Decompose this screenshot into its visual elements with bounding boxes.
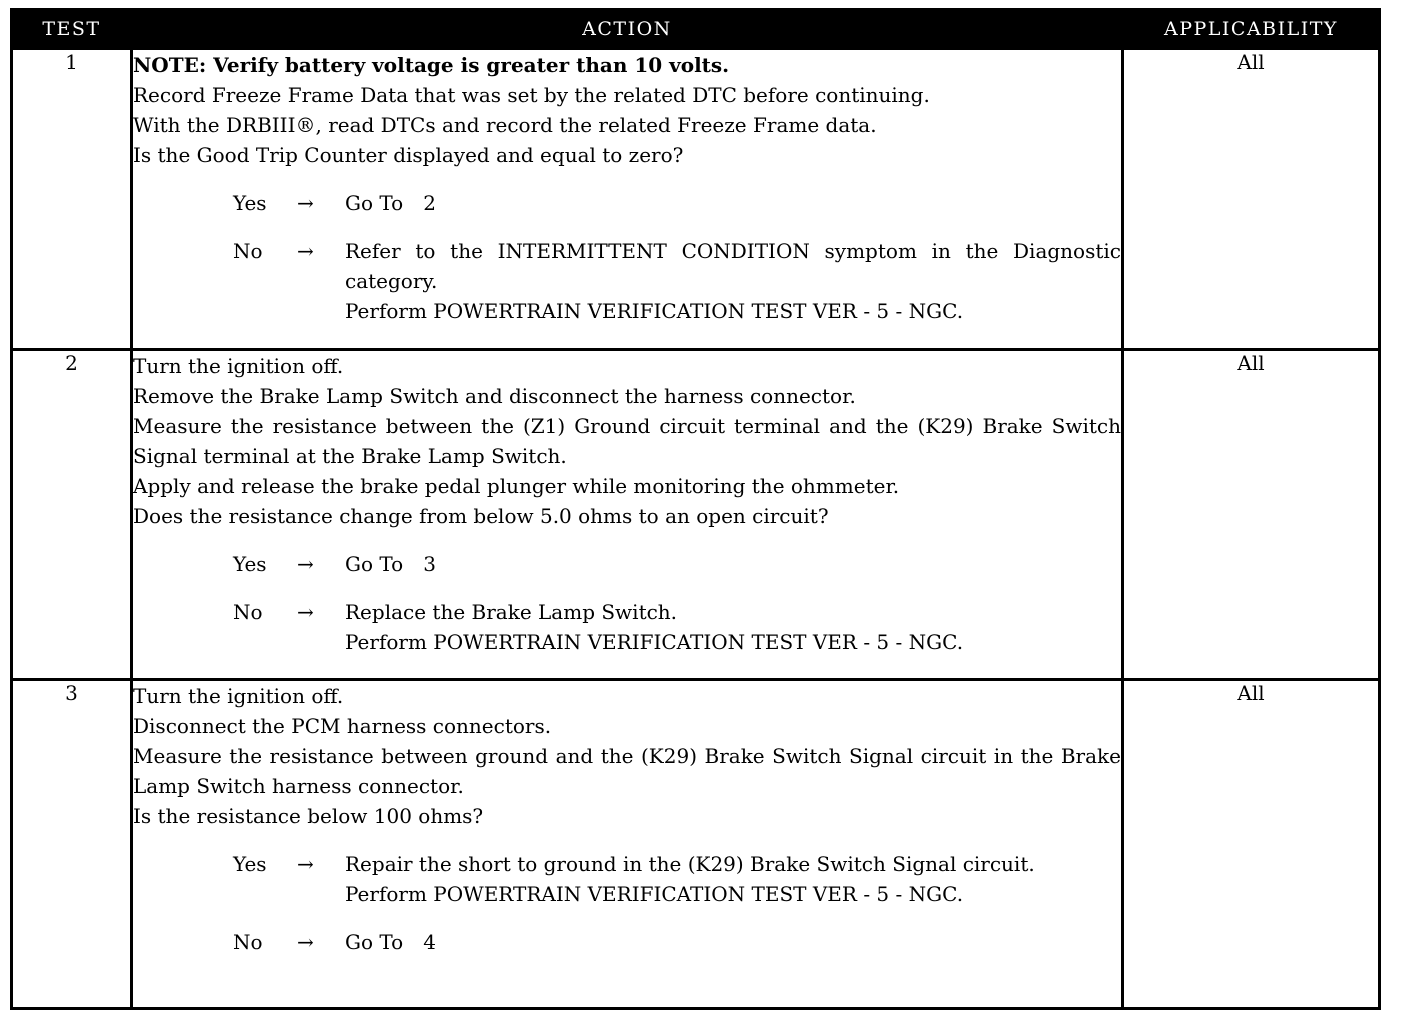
action-line: Turn the ignition off. xyxy=(133,684,344,708)
test-number: 1 xyxy=(12,49,132,350)
no-outcome xyxy=(133,236,1121,326)
right-arrow-icon: → xyxy=(297,191,314,215)
yes-outcome xyxy=(133,188,1121,218)
no-result-line: Perform POWERTRAIN VERIFICATION TEST VER - 5 - NGC. xyxy=(345,299,964,323)
no-label: No xyxy=(233,600,263,624)
table-header-row xyxy=(12,10,1380,49)
header-test: TEST xyxy=(12,10,132,49)
test-row-3 xyxy=(12,680,1380,1009)
applicability-cell: All xyxy=(1123,680,1380,1009)
header-applicability: APPLICABILITY xyxy=(1123,10,1380,49)
no-result xyxy=(345,236,1121,326)
no-label: No xyxy=(233,239,263,263)
goto-number: 3 xyxy=(423,552,436,576)
yes-label: Yes xyxy=(233,191,267,215)
action-cell xyxy=(132,680,1123,1009)
action-line: Disconnect the PCM harness connectors. xyxy=(133,714,552,738)
action-line: Does the resistance change from below 5.0 ohms to an open circuit? xyxy=(133,504,829,528)
action-line: With the DRBIII®, read DTCs and record the related Freeze Frame data. xyxy=(133,113,877,137)
yes-label: Yes xyxy=(233,552,267,576)
yes-result-line: Perform POWERTRAIN VERIFICATION TEST VER - 5 - NGC. xyxy=(345,882,964,906)
action-line: Apply and release the brake pedal plunger while monitoring the ohmmeter. xyxy=(133,474,900,498)
yes-result xyxy=(345,849,1121,909)
yes-result-line: Repair the short to ground in the (K29) Brake Switch Signal circuit. xyxy=(345,852,1035,876)
test-number: 2 xyxy=(12,350,132,680)
yes-outcome xyxy=(133,549,1121,579)
yes-result xyxy=(345,188,1121,218)
yes-label: Yes xyxy=(233,852,267,876)
yes-outcome xyxy=(133,849,1121,909)
test-row-1 xyxy=(12,49,1380,350)
no-result-line: Perform POWERTRAIN VERIFICATION TEST VER - 5 - NGC. xyxy=(345,630,964,654)
right-arrow-icon: → xyxy=(297,552,314,576)
diagnostic-test-table xyxy=(10,8,1381,1010)
no-result xyxy=(345,927,1121,957)
action-line: Is the resistance below 100 ohms? xyxy=(133,804,484,828)
no-result xyxy=(345,597,1121,657)
goto-text: Go To xyxy=(345,930,404,954)
action-line: Remove the Brake Lamp Switch and disconnect the harness connector. xyxy=(133,384,856,408)
right-arrow-icon: → xyxy=(297,852,314,876)
right-arrow-icon: → xyxy=(297,930,314,954)
action-line: Record Freeze Frame Data that was set by the related DTC before continuing. xyxy=(133,83,930,107)
action-line: Is the Good Trip Counter displayed and equal to zero? xyxy=(133,143,684,167)
action-line: Turn the ignition off. xyxy=(133,354,344,378)
action-line: Measure the resistance between the (Z1) Ground circuit terminal and the (K29) Brake Switch Signal terminal at the Brake Lamp Switch. xyxy=(133,414,1121,468)
action-line: Measure the resistance between ground and the (K29) Brake Switch Signal circuit in the Brake Lamp Switch harness connector. xyxy=(133,744,1121,798)
action-cell xyxy=(132,350,1123,680)
right-arrow-icon: → xyxy=(297,600,314,624)
applicability-cell: All xyxy=(1123,49,1380,350)
no-result-line: Replace the Brake Lamp Switch. xyxy=(345,600,678,624)
action-cell xyxy=(132,49,1123,350)
test-number: 3 xyxy=(12,680,132,1009)
goto-number: 2 xyxy=(423,191,436,215)
goto-number: 4 xyxy=(423,930,436,954)
goto-text: Go To xyxy=(345,191,404,215)
no-outcome xyxy=(133,927,1121,957)
note-text: NOTE: Verify battery voltage is greater than 10 volts. xyxy=(133,53,730,77)
no-result-line: Refer to the INTERMITTENT CONDITION symptom in the Diagnostic category. xyxy=(345,239,1121,293)
no-label: No xyxy=(233,930,263,954)
header-action: ACTION xyxy=(132,10,1123,49)
test-row-2 xyxy=(12,350,1380,680)
yes-result xyxy=(345,549,1121,579)
goto-text: Go To xyxy=(345,552,404,576)
applicability-cell: All xyxy=(1123,350,1380,680)
right-arrow-icon: → xyxy=(297,239,314,263)
no-outcome xyxy=(133,597,1121,657)
